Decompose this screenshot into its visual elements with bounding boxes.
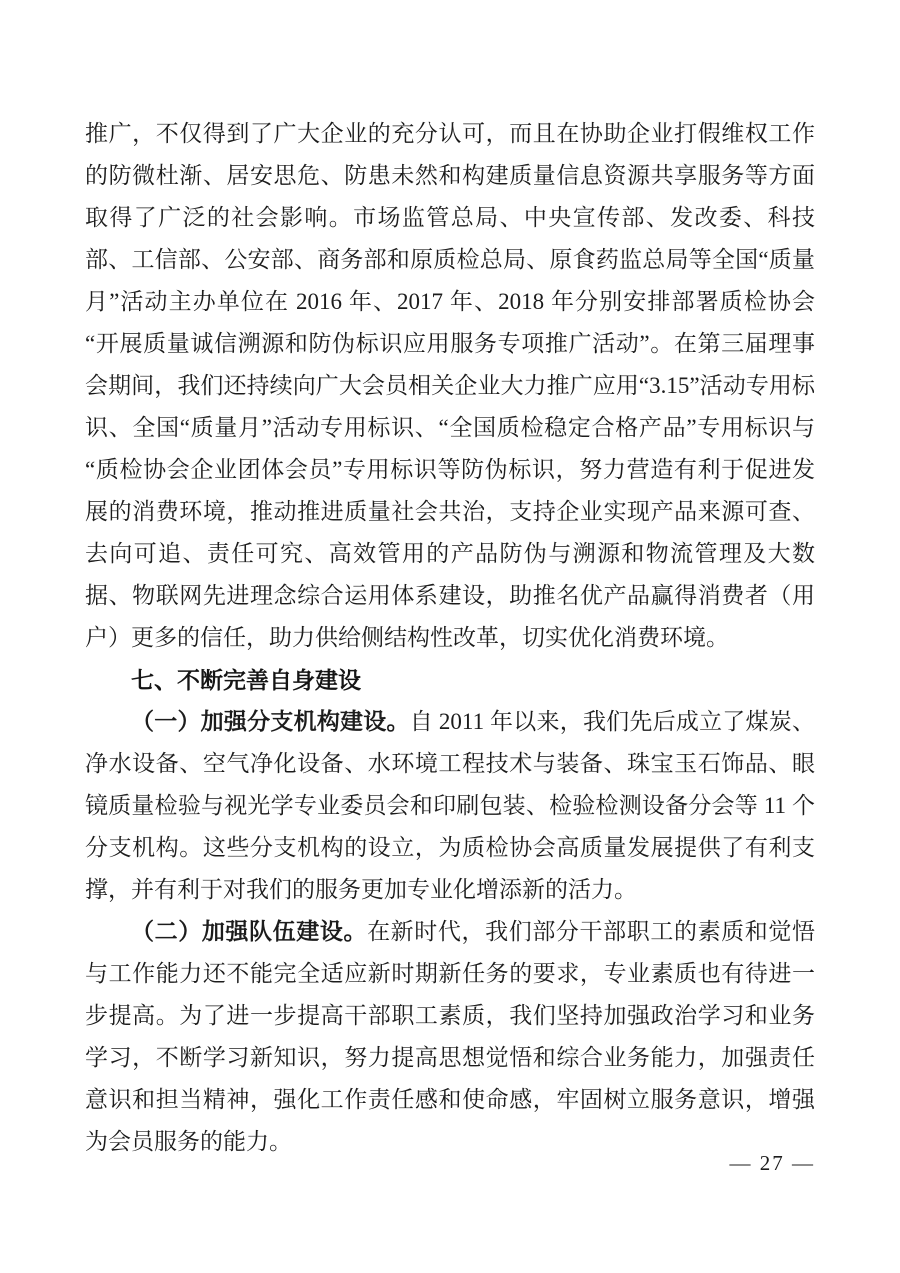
subsection-2-lead: （二）加强队伍建设。: [131, 919, 368, 944]
subsection-2-text: 在新时代，我们部分干部职工的素质和觉悟与工作能力还不能完全适应新时期新任务的要求，专业素质也有待进一步提高。为了进一步提高干部职工素质，我们坚持加强政治学习和业务学习，不断学习新知识，努力提高思想觉悟和综合业务能力，加强责任意识和担当精神，强化工作责任感和使命感，牢固树立服务意识，增强为会员服务的能力。: [85, 919, 816, 1154]
section-heading: 七、不断完善自身建设: [131, 667, 361, 693]
subsection-paragraph-2: [85, 911, 815, 1163]
subsection-paragraph-1: [85, 701, 815, 911]
paragraph-continuation: 推广，不仅得到了广大企业的充分认可，而且在协助企业打假维权工作的防微杜渐、居安思危、防患未然和构建质量信息资源共享服务等方面取得了广泛的社会影响。市场监管总局、中央宣传部、发改委、科技部、工信部、公安部、商务部和原质检总局、原食药监总局等全国“质量月”活动主办单位在 2016 年、2017 年、2018 年分别安排部署质检协会“开展质量诚信溯源和防伪标识应用服务专项推广活动”。在第三届理事会期间，我们还持续向广大会员相关企业大力推广应用“3.15”活动专用标识、全国“质量月”活动专用标识、“全国质检稳定合格产品”专用标识与“质检协会企业团体会员”专用标识等防伪标识，努力营造有利于促进发展的消费环境，推动推进质量社会共治，支持企业实现产品来源可查、去向可追、责任可究、高效管用的产品防伪与溯源和物流管理及大数据、物联网先进理念综合运用体系建设，助推名优产品赢得消费者（用户）更多的信任，助力供给侧结构性改革，切实优化消费环境。: [85, 121, 815, 650]
page-number: — 27 —: [729, 1151, 815, 1175]
subsection-1-text: 自 2011 年以来，我们先后成立了煤炭、净水设备、空气净化设备、水环境工程技术与装备、珠宝玉石饰品、眼镜质量检验与视光学专业委员会和印刷包装、检验检测设备分会等 11 个分支机构。这些分支机构的设立，为质检协会高质量发展提供了有利支撑，并有利于对我们的服务更加专业化增添新的活力。: [85, 709, 815, 902]
subsection-1-lead: （一）加强分支机构建设。: [131, 709, 410, 734]
